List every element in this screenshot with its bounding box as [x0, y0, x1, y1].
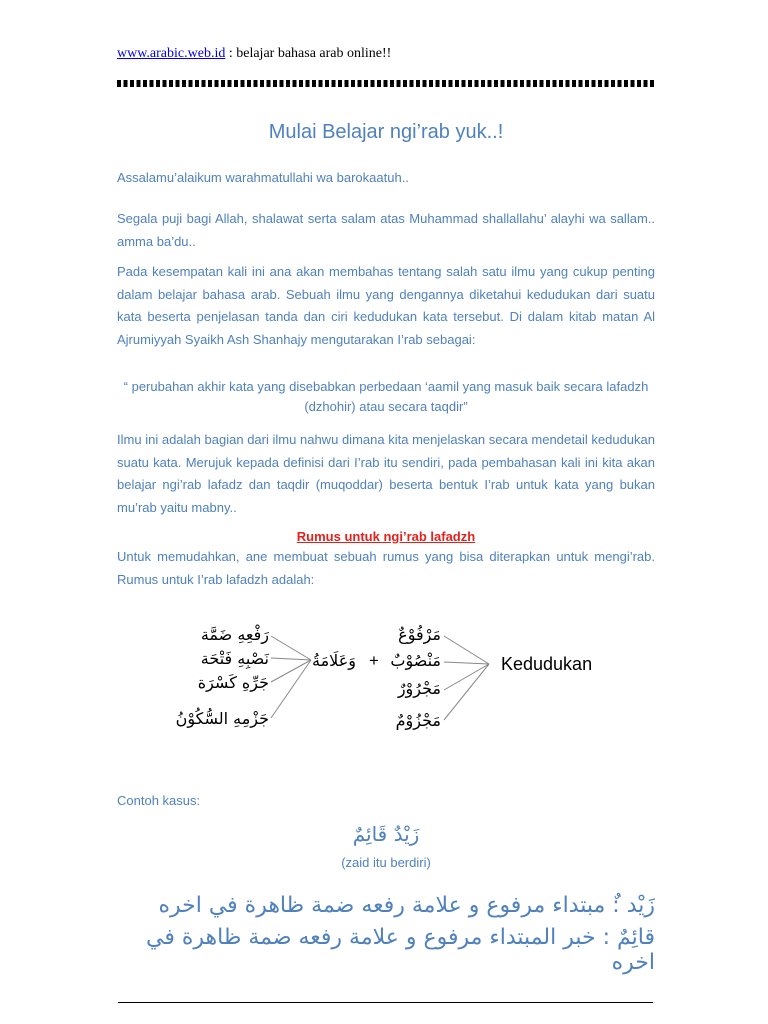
example-arabic-sentence: زَيْدٌ قَائِمٌ	[352, 822, 420, 846]
explanation-paragraph: Ilmu ini adalah bagian dari ilmu nahwu dimana kita menjelaskan secara mendetail kedudukan suatu kata. Merujuk kepada definisi dari I’rab itu sendiri, pada pembahasan kali ini kita akan belajar ngi’rab lafadz dan taqdir (muqoddar) beserta bentuk I’rab untuk kata yang bukan mu’rab yaitu mabny..	[117, 432, 655, 515]
page-header	[117, 46, 391, 62]
rumus-intro-paragraph: Untuk memudahkan, ane membuat sebuah rumus yang bisa diterapkan untuk mengi’rab. Rumus untuk I’rab lafadzh adalah:	[117, 549, 655, 587]
header-tagline: : belajar bahasa arab online!!	[225, 46, 392, 61]
example-translation: (zaid itu berdiri)	[341, 855, 431, 870]
state-majzum: مَجْزُوْمٌ	[395, 711, 441, 730]
state-mansub: مَنْصُوْبٌ	[390, 651, 441, 670]
state-majrur: مَجْرُوْرٌ	[397, 679, 441, 698]
page-title: Mulai Belajar ngi’rab yuk..!	[268, 121, 504, 143]
irab-line-zaid: زَيْد :ٌ مبتداء مرفوع و علامة رفعه ضمة ظاهرة في اخره	[158, 893, 655, 918]
greeting-paragraph: Assalamu’alaikum warahmatullahi wa barokaatuh..	[117, 170, 409, 185]
intro-paragraph: Pada kesempatan kali ini ana akan membahas tentang salah satu ilmu yang cukup penting dalam belajar bahasa arab. Sebuah ilmu yang dengannya diketahui kedudukan dari suatu kata beserta penjelasan tanda dan ciri kedudukan kata tersebut. Di dalam kitab matan Al Ajrumiyyah Syaikh Ash Shanhajy mengutarakan I’rab sebagai:	[117, 264, 655, 347]
result-word: Kedudukan	[501, 654, 593, 674]
connector-word: وَعَلَامَةُ	[312, 651, 356, 670]
dotted-divider	[117, 80, 655, 87]
sign-jarr: جَرِّهِ كَسْرَة	[197, 673, 269, 692]
plus-sign: +	[369, 651, 379, 670]
contoh-label: Contoh kasus:	[117, 793, 201, 808]
sign-rafa: رَفْعِهِ ضَمَّة	[200, 625, 269, 644]
rumus-heading	[117, 529, 655, 544]
state-connector-lines	[444, 636, 489, 720]
sign-jazm: جَزْمِهِ السُّكُوْنُ	[175, 709, 269, 728]
website-link[interactable]: www.arabic.web.id	[117, 46, 226, 61]
irab-formula-diagram	[151, 608, 617, 748]
rumus-heading-text: Rumus untuk ngi’rab lafadzh	[296, 529, 476, 544]
sign-nasb: نَصْبِهِ فَتْحَة	[200, 649, 269, 668]
sign-connector-lines	[271, 636, 311, 718]
praise-paragraph: Segala puji bagi Allah, shalawat serta salam atas Muhammad shallallahu’ alayhi wa sallam.. amma ba’du..	[117, 211, 655, 249]
state-marfu: مَرْفُوْعٌ	[398, 625, 441, 644]
definition-quote: “ perubahan akhir kata yang disebabkan perbedaan ‘aamil yang masuk baik secara lafadzh (dzhohir) atau secara taqdir”	[123, 379, 649, 414]
footer-rule	[118, 1002, 653, 1003]
irab-line-qaim: قائِمٌ : خبر المبتداء مرفوع و علامة رفعه ضمة ظاهرة في اخره	[146, 925, 655, 975]
